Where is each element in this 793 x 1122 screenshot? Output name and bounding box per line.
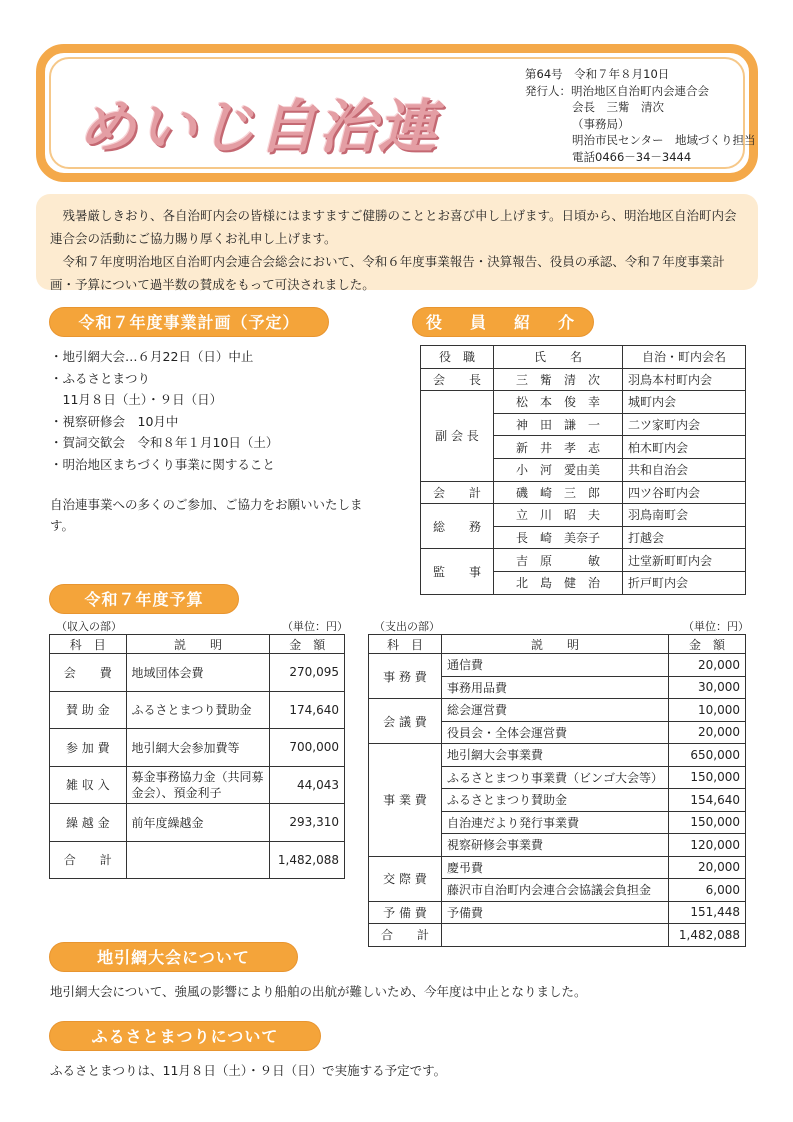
income-amount: 270,095 [270, 654, 345, 692]
officer-name: 長 崎 美奈子 [494, 526, 623, 549]
plan-item: ・視察研修会 10月中 [50, 413, 179, 429]
column-header: 金 額 [669, 635, 746, 654]
expense-item: 予 備 費 [369, 901, 442, 924]
officer-name: 磯 崎 三 郎 [494, 481, 623, 504]
expense-desc: ふるさとまつり事業費（ビンゴ大会等） [441, 766, 668, 789]
plan-item: ・ふるさとまつり [50, 370, 151, 386]
officer-assoc: 二ツ家町内会 [623, 413, 746, 436]
expense-desc: 総会運営費 [441, 699, 668, 722]
expense-item: 会 議 費 [369, 699, 442, 744]
income-unit: （単位：円） [282, 620, 348, 633]
expense-desc: 役員会・全体会運営費 [441, 721, 668, 744]
officer-assoc: 城町内会 [623, 391, 746, 414]
expense-amount: 650,000 [669, 744, 746, 767]
table-row [421, 504, 746, 527]
table-row [369, 856, 746, 879]
income-amount: 700,000 [270, 729, 345, 767]
expense-desc: 通信費 [441, 654, 668, 677]
officer-name: 立 川 昭 夫 [494, 504, 623, 527]
table-row [421, 391, 746, 414]
table-row [369, 654, 746, 677]
officer-assoc: 羽鳥本村町内会 [623, 368, 746, 391]
expense-desc: 事務用品費 [441, 676, 668, 699]
income-amount: 174,640 [270, 691, 345, 729]
officer-assoc: 羽鳥南町会 [623, 504, 746, 527]
expense-unit: （単位：円） [683, 620, 749, 633]
intro-paragraph-2: 令和７年度明治地区自治町内会連合会総会において、令和６年度事業報告・決算報告、役員の承認、令和７年度事業計画・予算について過半数の賛成をもって可決されました。 [50, 254, 725, 292]
income-amount: 293,310 [270, 804, 345, 842]
officer-name: 小 河 愛由美 [494, 458, 623, 481]
expense-amount: 6,000 [669, 879, 746, 902]
table-row-total [369, 924, 746, 947]
column-header: 自治・町内会名 [623, 346, 746, 369]
officer-assoc: 四ツ谷町内会 [623, 481, 746, 504]
expense-amount: 20,000 [669, 856, 746, 879]
expense-amount: 20,000 [669, 654, 746, 677]
expense-desc: 藤沢市自治町内会連合会協議会負担金 [441, 879, 668, 902]
expense-amount: 30,000 [669, 676, 746, 699]
officer-assoc: 折戸町内会 [623, 571, 746, 594]
officers-section-header: 役 員 紹 介 [412, 307, 594, 337]
chair: 会長 三觜 清次 [572, 100, 664, 114]
budget-section-header: 令和７年度予算 [49, 584, 239, 614]
column-header: 科 目 [50, 635, 127, 654]
expense-label: （支出の部） [374, 620, 440, 633]
expense-amount: 151,448 [669, 901, 746, 924]
income-desc [126, 841, 270, 879]
expense-table [368, 634, 746, 947]
expense-item: 交 際 費 [369, 856, 442, 901]
plan-section-header: 令和７年度事業計画（予定） [49, 307, 329, 337]
income-item: 会 費 [50, 654, 127, 692]
expense-desc [441, 924, 668, 947]
table-row [50, 654, 345, 692]
officer-role: 副 会 長 [421, 391, 494, 481]
newsletter-title: めいじ自治連 [78, 93, 439, 161]
officer-role: 会 計 [421, 481, 494, 504]
officers-table [420, 345, 746, 595]
plan-item: 11月８日（土）・９日（日） [50, 392, 223, 407]
jibikiami-text: 地引網大会について、強風の影響により船舶の出航が難しいため、今年度は中止となりました。 [50, 984, 587, 999]
plan-list [50, 346, 278, 475]
plan-item: ・地引網大会…６月22日（日）中止 [50, 349, 254, 364]
income-item: 賛 助 金 [50, 691, 127, 729]
expense-desc: 地引網大会事業費 [441, 744, 668, 767]
income-item: 雑 収 入 [50, 766, 127, 804]
expense-amount: 20,000 [669, 721, 746, 744]
table-header-row [50, 635, 345, 654]
officer-name: 新 井 孝 志 [494, 436, 623, 459]
publisher: 発行人：明治地区自治町内会連合会 [525, 83, 709, 98]
expense-desc: ふるさとまつり賛助金 [441, 789, 668, 812]
expense-item: 事 業 費 [369, 744, 442, 857]
officer-assoc: 柏木町内会 [623, 436, 746, 459]
expense-item: 事 務 費 [369, 654, 442, 699]
table-row [421, 368, 746, 391]
table-row [369, 699, 746, 722]
column-header: 役 職 [421, 346, 494, 369]
column-header: 金 額 [270, 635, 345, 654]
column-header: 説 明 [126, 635, 270, 654]
furusato-text: ふるさとまつりは、11月８日（土）・９日（日）で実施する予定です。 [50, 1063, 447, 1078]
officer-role: 総 務 [421, 504, 494, 549]
office: 明治市民センター 地域づくり担当 [572, 133, 756, 147]
income-table [49, 634, 345, 879]
officer-name: 神 田 謙 一 [494, 413, 623, 436]
income-item: 参 加 費 [50, 729, 127, 767]
officer-assoc: 辻堂新町町内会 [623, 549, 746, 572]
officer-role: 会 長 [421, 368, 494, 391]
table-header-row [421, 346, 746, 369]
expense-desc: 自治連だより発行事業費 [441, 811, 668, 834]
phone: 電話0466－34－3444 [572, 149, 692, 164]
table-row-total [50, 841, 345, 879]
table-row [369, 901, 746, 924]
intro-paragraph-1: 残暑厳しきおり、各自治町内会の皆様にはますますご健勝のこととお喜び申し上げます。日頃から、明治地区自治町内会連合会の活動にご協力賜り厚くお礼申し上げます。 [50, 208, 737, 246]
table-header-row [369, 635, 746, 654]
officer-assoc: 打越会 [623, 526, 746, 549]
income-desc: 地域団体会費 [126, 654, 270, 692]
expense-desc: 視察研修会事業費 [441, 834, 668, 857]
column-header: 氏 名 [494, 346, 623, 369]
furusato-section-header: ふるさとまつりについて [49, 1021, 321, 1051]
officer-assoc: 共和自治会 [623, 458, 746, 481]
expense-desc: 予備費 [441, 901, 668, 924]
column-header: 科 目 [369, 635, 442, 654]
income-label: （収入の部） [56, 620, 122, 633]
income-desc: 募金事務協力金（共同募金会）、預金利子 [126, 766, 270, 804]
table-row [50, 804, 345, 842]
expense-amount: 150,000 [669, 811, 746, 834]
income-desc: ふるさとまつり賛助金 [126, 691, 270, 729]
table-row [421, 549, 746, 572]
plan-item: ・明治地区まちづくり事業に関すること [50, 456, 275, 472]
income-total: 1,482,088 [270, 841, 345, 879]
income-item: 繰 越 金 [50, 804, 127, 842]
intro-box [36, 194, 758, 290]
issue-number: 第64号 令和７年８月10日 [525, 67, 670, 81]
jibikiami-section-header: 地引網大会について [49, 942, 298, 972]
income-amount: 44,043 [270, 766, 345, 804]
expense-desc: 慶弔費 [441, 856, 668, 879]
table-row [421, 481, 746, 504]
expense-total: 1,482,088 [669, 924, 746, 947]
officer-name: 吉 原 敏 [494, 549, 623, 572]
column-header: 説 明 [441, 635, 668, 654]
officer-name: 北 島 健 治 [494, 571, 623, 594]
expense-amount: 154,640 [669, 789, 746, 812]
table-row [50, 691, 345, 729]
officer-name: 三 觜 清 次 [494, 368, 623, 391]
officer-role: 監 事 [421, 549, 494, 594]
income-item: 合 計 [50, 841, 127, 879]
table-row [50, 729, 345, 767]
table-row [50, 766, 345, 804]
issue-info [525, 66, 756, 165]
expense-amount: 150,000 [669, 766, 746, 789]
expense-amount: 120,000 [669, 834, 746, 857]
plan-note: 自治連事業への多くのご参加、ご協力をお願いいたします。 [50, 497, 363, 533]
table-row [369, 744, 746, 767]
officer-name: 松 本 俊 幸 [494, 391, 623, 414]
plan-item: ・賀詞交歓会 令和８年１月10日（土） [50, 435, 279, 450]
income-desc: 前年度繰越金 [126, 804, 270, 842]
expense-item: 合 計 [369, 924, 442, 947]
income-desc: 地引網大会参加費等 [126, 729, 270, 767]
office-label: （事務局） [572, 116, 630, 131]
expense-amount: 10,000 [669, 699, 746, 722]
